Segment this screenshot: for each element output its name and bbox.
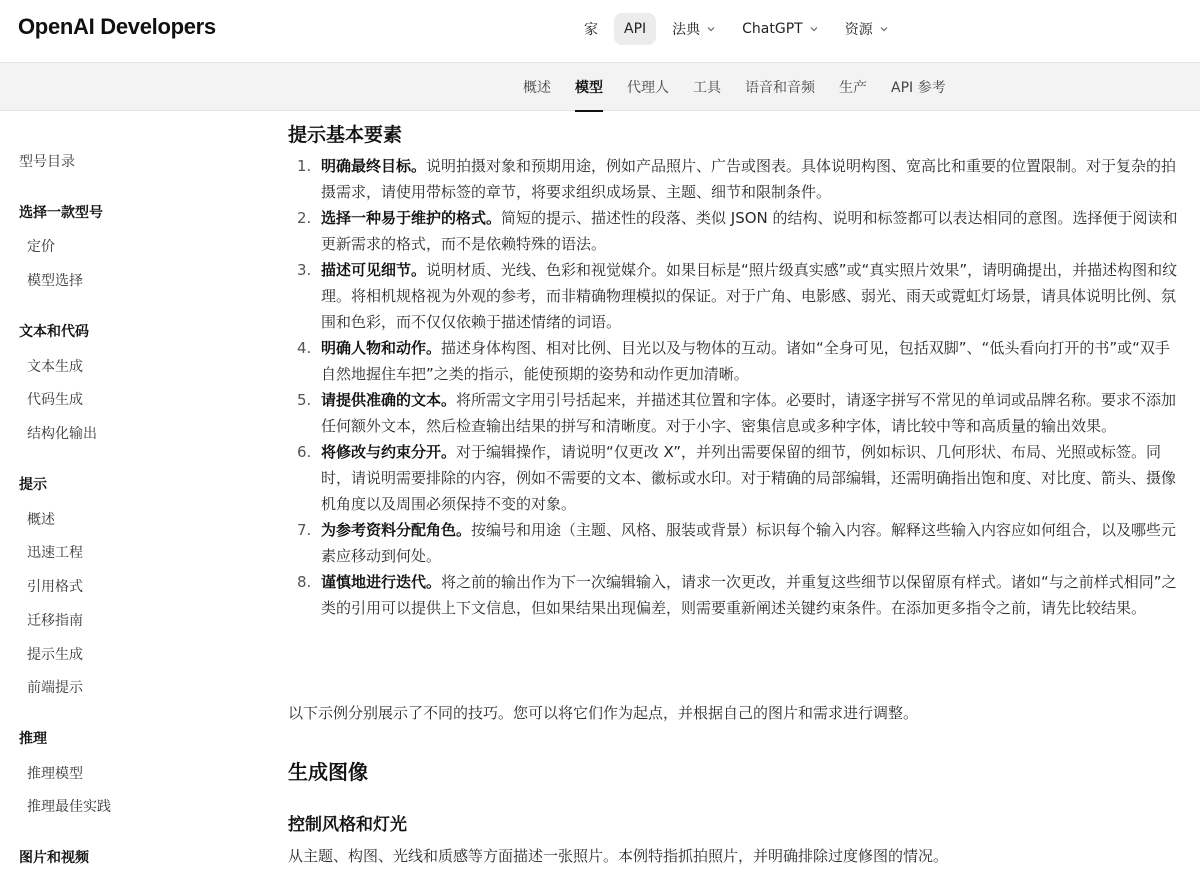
list-item-title: 选择一种易于维护的格式。 [321,209,502,227]
nav-codex-label: 法典 [672,22,701,38]
list-item-title: 描述可见细节。 [321,261,427,279]
list-number: 8. [297,573,312,591]
sidebar-section-images-video: 图片和视频 [19,850,89,866]
list-item [288,439,1178,517]
top-nav [574,13,899,45]
heading-style-lighting: 控制风格和灯光 [288,815,407,835]
list-item [288,517,1178,569]
prompt-essentials-list [288,153,1178,621]
nav-api-label: API [624,21,647,37]
list-number: 1. [297,157,312,175]
sidebar-item-model-selection[interactable]: 模型选择 [27,273,83,289]
subnav-models[interactable]: 模型 [563,63,615,111]
brand-logo[interactable]: OpenAI Developers [18,14,216,39]
sidebar-section-choose-model: 选择一款型号 [19,205,103,221]
sub-nav-bar [0,62,1200,111]
list-number: 2. [297,209,312,227]
sidebar-item-text-generation[interactable]: 文本生成 [27,359,83,375]
list-item-text: 说明拍摄对象和预期用途，例如产品照片、广告或图表。具体说明构图、宽高比和重要的位置限制。对于复杂的拍摄需求，请使用带标签的章节，将要求组织成场景、主题、细节和限制条件。 [321,157,1177,201]
list-item-text: 说明材质、光线、色彩和视觉媒介。如果目标是“照片级真实感”或“真实照片效果”，请明确提出，并描述构图和纹理。将相机规格视为外观的参考，而非精确物理模拟的保证。对于广角、电影感、弱光、雨天或霓虹灯场景，请具体说明比例、氛围和色彩，而不仅仅依赖于描述情绪的词语。 [321,261,1178,331]
list-item-title: 明确最终目标。 [321,157,427,175]
list-item [288,569,1178,621]
style-paragraph: 从主题、构图、光线和质感等方面描述一张照片。本例特指抓拍照片，并明确排除过度修图的情况。 [288,847,949,865]
list-item-text: 描述身体构图、相对比例、目光以及与物体的互动。诸如“全身可见，包括双脚”、“低头看向打开的书”或“双手自然地握住车把”之类的指示，能使预期的姿势和动作更加清晰。 [321,339,1170,383]
nav-resources[interactable] [835,13,899,45]
chevron-down-icon [706,24,716,34]
nav-chatgpt[interactable] [732,13,829,45]
sub-nav [511,63,958,111]
sidebar [0,111,250,883]
sidebar-item-reasoning-best-practices[interactable]: 推理最佳实践 [27,799,111,815]
nav-resources-label: 资源 [844,22,873,38]
list-item-title: 请提供准确的文本。 [321,391,457,409]
sidebar-item-code-generation[interactable]: 代码生成 [27,392,83,408]
list-item-text: 对于编辑操作，请说明“仅更改 X”，并列出需要保留的细节，例如标识、几何形状、布局、光照或标签。同时，请说明需要排除的内容，例如不需要的文本、徽标或水印。对于精确的局部编辑，还需明确指出饱和度、对比度、箭头、摄像机角度以及周围必须保持不变的对象。 [321,443,1177,513]
intro-paragraph: 以下示例分别展示了不同的技巧。您可以将它们作为起点，并根据自己的图片和需求进行调整。 [288,704,919,722]
list-number: 7. [297,521,312,539]
sidebar-item-citation-formatting[interactable]: 引用格式 [27,579,83,595]
sidebar-item-structured-output[interactable]: 结构化输出 [27,426,97,442]
list-item [288,205,1178,257]
nav-api[interactable] [614,13,656,45]
list-item-text: 按编号和用途（主题、风格、服装或背景）标识每个输入内容。解释这些输入内容应如何组合，以及哪些元素应移动到何处。 [321,521,1177,565]
list-item-text: 将之前的输出作为下一次编辑输入，请求一次更改，并重复这些细节以保留原有样式。诸如“与之前样式相同”之类的引用可以提供上下文信息，但如果结果出现偏差，则需要重新阐述关键约束条件。在添加更多指令之前，请先比较结果。 [321,573,1177,617]
list-item-text: 简短的提示、描述性的段落、类似 JSON 的结构、说明和标签都可以表达相同的意图。选择便于阅读和更新需求的格式，而不是依赖特殊的语法。 [321,209,1178,253]
subnav-production[interactable]: 生产 [839,80,867,96]
list-item [288,153,1178,205]
section-title: 提示基本要素 [288,124,403,146]
sidebar-item-frontend-prompting[interactable]: 前端提示 [27,680,83,696]
list-item-title: 明确人物和动作。 [321,339,442,357]
chevron-down-icon [879,24,889,34]
nav-home[interactable] [574,13,608,45]
sidebar-item-reasoning-models[interactable]: 推理模型 [27,766,83,782]
list-number: 6. [297,443,312,461]
sidebar-section-prompting: 提示 [19,477,47,493]
list-number: 3. [297,261,312,279]
main-content [288,111,1180,883]
sidebar-section-reasoning: 推理 [19,731,47,747]
list-number: 4. [297,339,312,357]
chevron-down-icon [809,24,819,34]
top-header [0,0,1200,62]
sidebar-section-text-code: 文本和代码 [19,324,89,340]
nav-codex[interactable] [662,13,726,45]
list-item [288,387,1178,439]
subnav-api-reference[interactable]: API 参考 [891,80,946,96]
sidebar-item-prompt-engineering[interactable]: 迅速工程 [27,545,83,561]
subnav-agents[interactable]: 代理人 [627,80,669,96]
sidebar-item-prompt-generation[interactable]: 提示生成 [27,647,83,663]
nav-chatgpt-label: ChatGPT [742,21,803,37]
list-item-title: 谨慎地进行迭代。 [321,573,442,591]
subnav-overview[interactable]: 概述 [523,80,551,96]
list-item-title: 将修改与约束分开。 [321,443,457,461]
list-item-text: 将所需文字用引号括起来，并描述其位置和字体。必要时，请逐字拼写不常见的单词或品牌名称。要求不添加任何额外文本，然后检查输出结果的拼写和清晰度。对于小字、密集信息或多种字体，请比较中等和高质量的输出效果。 [321,391,1177,435]
subnav-tools[interactable]: 工具 [693,80,721,96]
sidebar-item-prompting-overview[interactable]: 概述 [27,512,55,528]
sidebar-item-model-catalog[interactable]: 型号目录 [19,154,75,170]
sidebar-item-migration-guide[interactable]: 迁移指南 [27,613,83,629]
subnav-voice-audio[interactable]: 语音和音频 [745,80,815,96]
nav-home-label: 家 [584,22,598,38]
list-item [288,335,1178,387]
list-item [288,257,1178,335]
list-item-title: 为参考资料分配角色。 [321,521,472,539]
list-number: 5. [297,391,312,409]
sidebar-item-pricing[interactable]: 定价 [27,239,55,255]
heading-generate-image: 生成图像 [288,760,368,784]
